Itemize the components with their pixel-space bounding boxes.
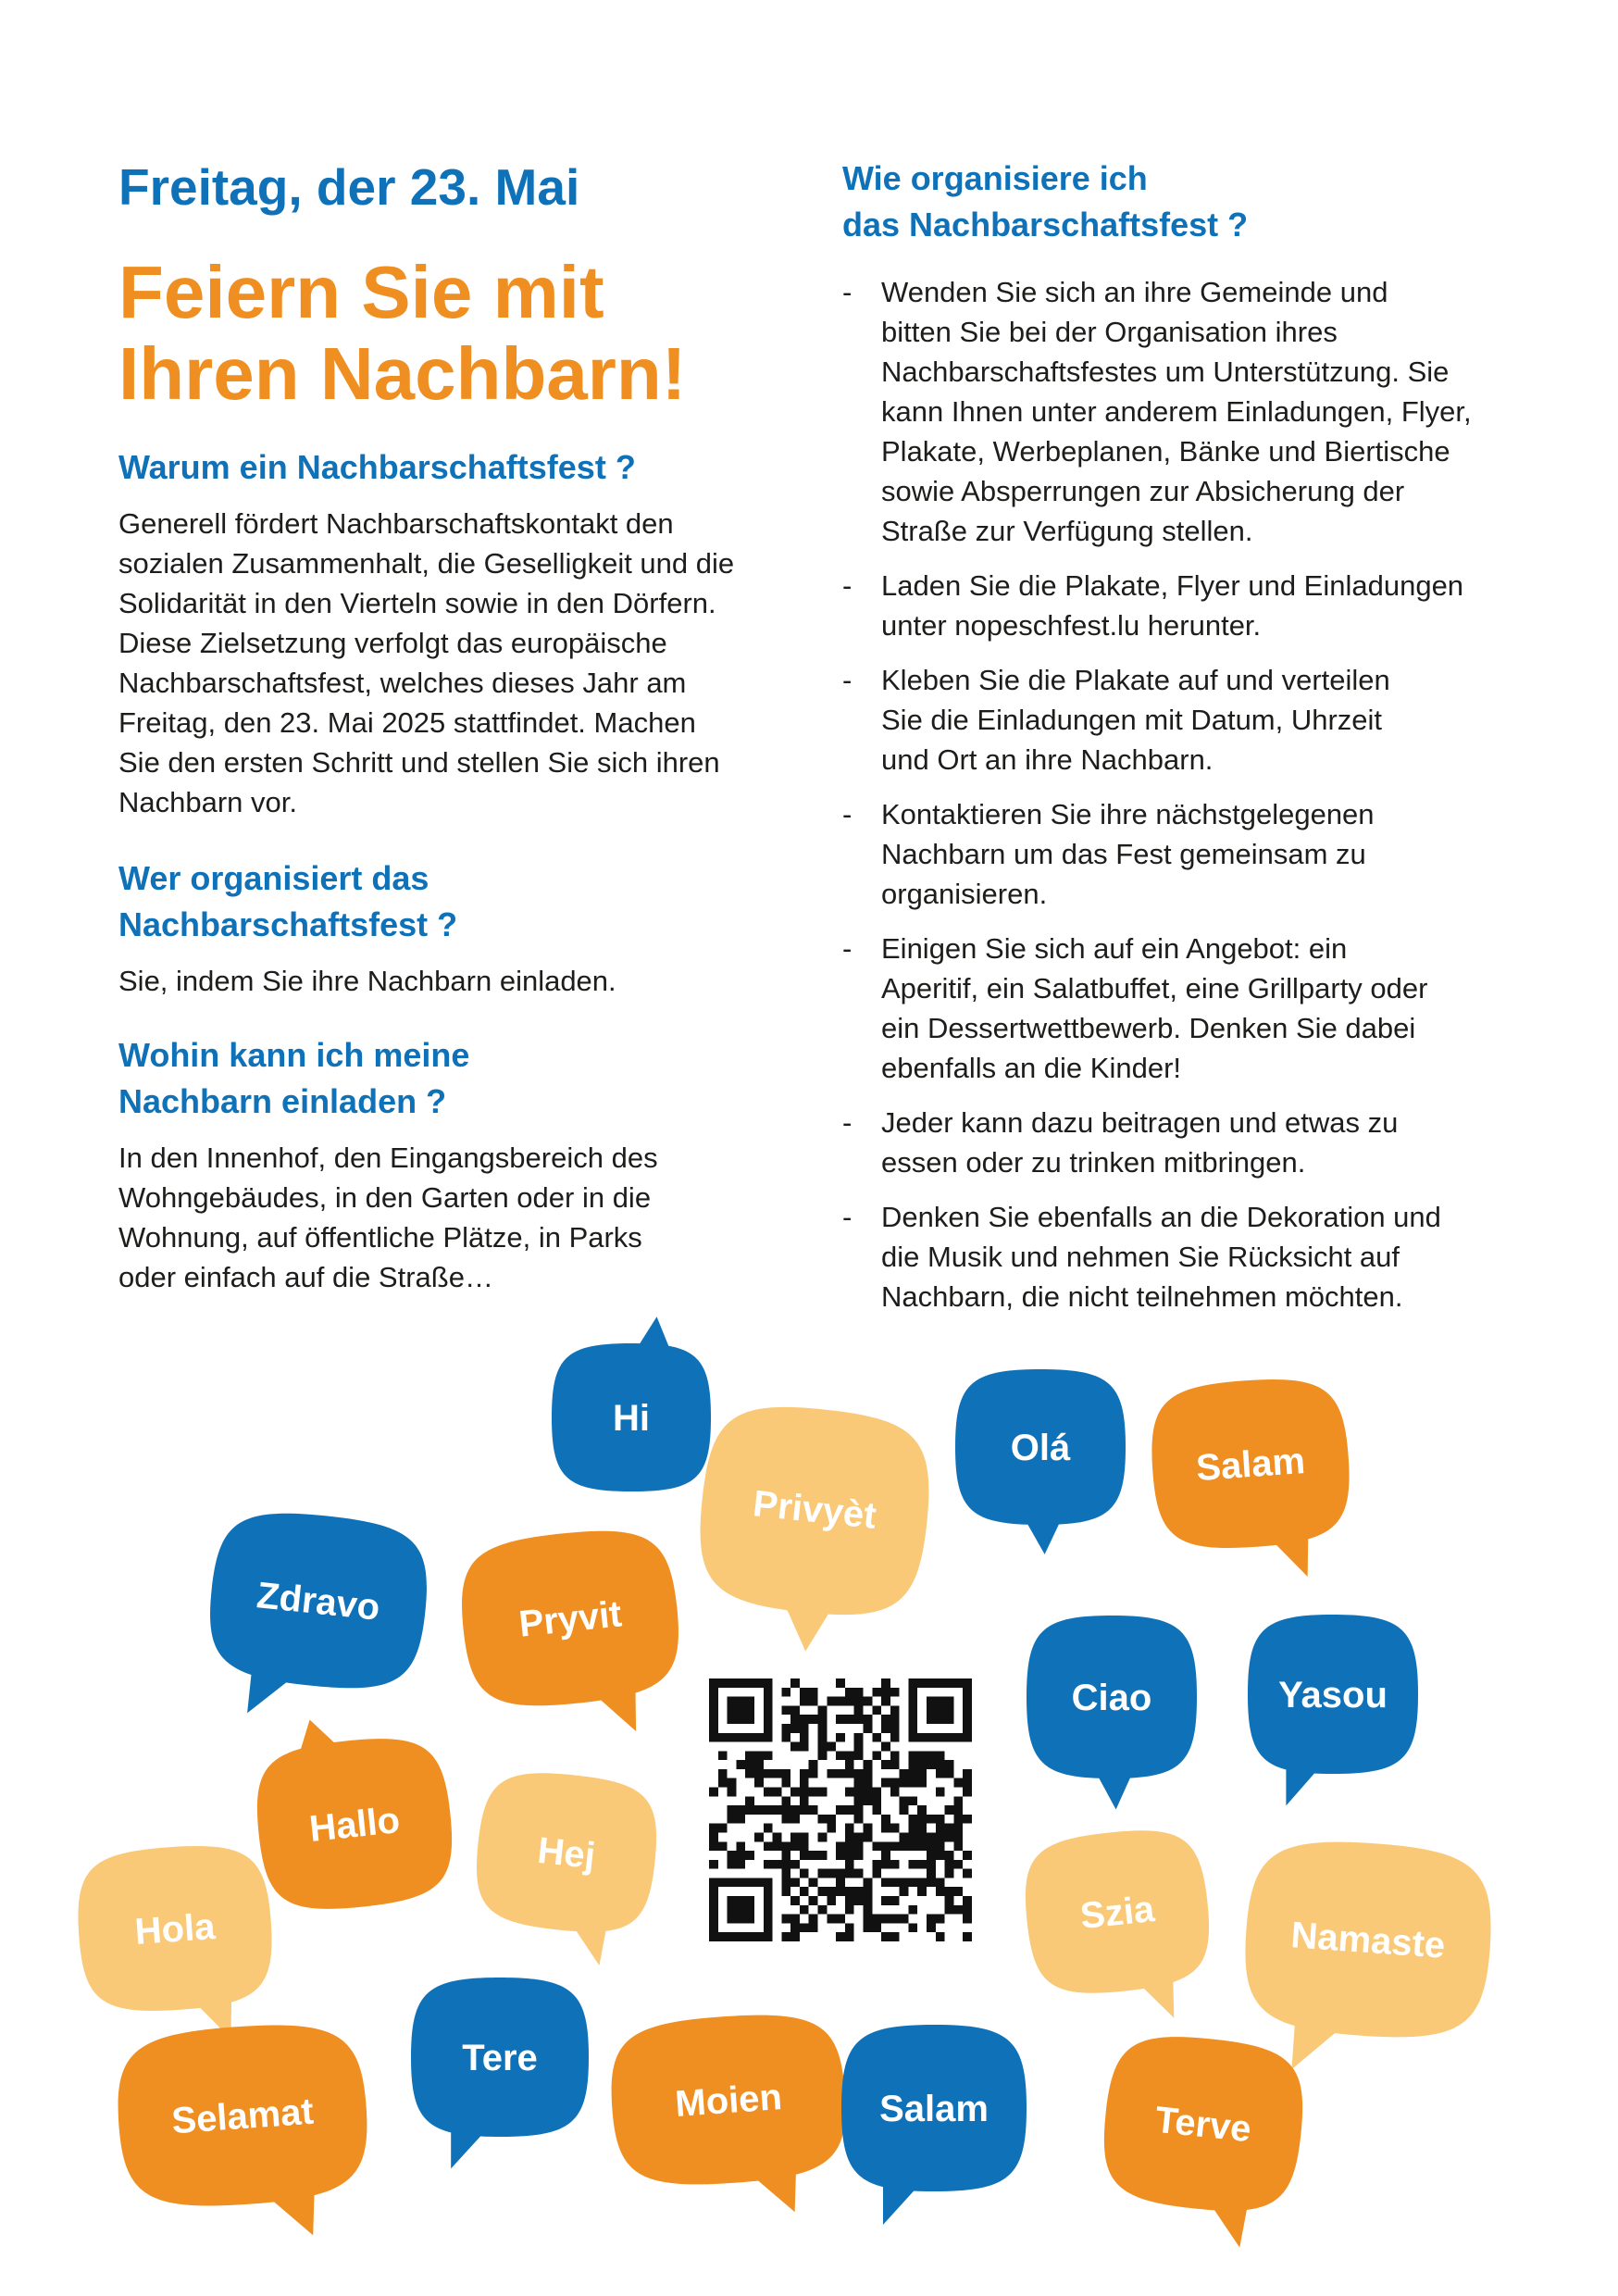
step-line: Nachbarn um das Fest gemeinsam zu	[881, 838, 1366, 870]
step-dash: -	[842, 1106, 853, 1139]
where-heading-line-1: Wohin kann ich meine	[118, 1036, 470, 1074]
step-line: ebenfalls an die Kinder!	[881, 1052, 1182, 1084]
greeting-label: Hej	[535, 1829, 598, 1878]
step-line: Nachbarschaftsfestes um Unterstützung. Sie	[881, 356, 1450, 388]
qr-code-graphic	[709, 1678, 972, 1941]
speech-bubble-icon	[44, 1953, 441, 2278]
greeting-label: Moien	[673, 2077, 784, 2125]
event-date: Freitag, der 23. Mai	[118, 158, 580, 216]
why-line: sozialen Zusammenhalt, die Geselligkeit und die	[118, 547, 735, 580]
speech-bubble-icon	[1031, 1965, 1375, 2283]
greeting-label: Olá	[1010, 1428, 1071, 1468]
how-heading-line-2: das Nachbarschaftsfest ?	[842, 206, 1249, 243]
why-line: Diese Zielsetzung verfolgt das europäische	[118, 627, 667, 659]
qr-code-icon	[709, 1678, 972, 1941]
why-line: Nachbarn vor.	[118, 786, 297, 818]
why-line: Sie den ersten Schritt und stellen Sie sich ihren	[118, 746, 720, 779]
why-line: Freitag, den 23. Mai 2025 stattfindet. Machen	[118, 706, 696, 739]
step-line: Plakate, Werbeplanen, Bänke und Biertische	[881, 435, 1450, 468]
why-heading: Warum ein Nachbarschaftsfest ?	[118, 448, 636, 486]
greeting-label: Zdravo	[255, 1575, 382, 1628]
step-dash: -	[842, 1201, 853, 1233]
step-dash: -	[842, 569, 853, 602]
who-heading-line-1: Wer organisiert das	[118, 859, 429, 897]
headline-line-2: Ihren Nachbarn!	[118, 332, 687, 415]
greeting-label: Hola	[133, 1906, 217, 1953]
who-heading-line-2: Nachbarschaftsfest ?	[118, 905, 458, 943]
step-line: Aperitif, ein Salatbuffet, eine Grillparty oder	[881, 972, 1428, 1004]
step-dash: -	[842, 664, 853, 696]
who-paragraph: Sie, indem Sie ihre Nachbarn einladen.	[118, 965, 616, 997]
step-line: Nachbarn, die nicht teilnehmen möchten.	[881, 1280, 1403, 1313]
greeting-label: Tere	[462, 2038, 538, 2078]
where-line: Wohnung, auf öffentliche Plätze, in Parks	[118, 1221, 642, 1254]
step-line: und Ort an ihre Nachbarn.	[881, 743, 1214, 776]
step-line: organisieren.	[881, 878, 1048, 910]
step-line: Jeder kann dazu beitragen und etwas zu	[881, 1106, 1399, 1139]
step-line: die Musik und nehmen Sie Rücksicht auf	[881, 1241, 1400, 1273]
step-line: Straße zur Verfügung stellen.	[881, 515, 1253, 547]
step-line: Sie die Einladungen mit Datum, Uhrzeit	[881, 704, 1383, 736]
greeting-label: Hi	[613, 1398, 650, 1439]
step-line: ein Dessertwettbewerb. Denken Sie dabei	[881, 1012, 1416, 1044]
how-heading-line-1: Wie organisiere ich	[842, 159, 1148, 197]
step-dash: -	[842, 798, 853, 830]
why-line: Generell fördert Nachbarschaftskontakt den	[118, 507, 674, 540]
where-line: Wohngebäudes, in den Garten oder in die	[118, 1181, 652, 1214]
greeting-label: Hallo	[307, 1800, 403, 1850]
greeting-label: Szia	[1078, 1888, 1157, 1938]
step-line: Einigen Sie sich auf ein Angebot: ein	[881, 932, 1348, 965]
headline-line-1: Feiern Sie mit	[118, 251, 604, 333]
step-line: sowie Absperrungen zur Absicherung der	[881, 475, 1405, 507]
where-heading-line-2: Nachbarn einladen ?	[118, 1082, 447, 1120]
why-line: Solidarität in den Vierteln sowie in den Dörfern.	[118, 587, 716, 619]
step-line: kann Ihnen unter anderem Einladungen, Flyer,	[881, 395, 1472, 428]
step-line: Kontaktieren Sie ihre nächstgelegenen	[881, 798, 1375, 830]
step-line: Wenden Sie sich an ihre Gemeinde und	[881, 276, 1388, 308]
step-line: bitten Sie bei der Organisation ihres	[881, 316, 1338, 348]
where-line: In den Innenhof, den Eingangsbereich des	[118, 1142, 658, 1174]
step-line: Denken Sie ebenfalls an die Dekoration und	[881, 1201, 1441, 1233]
greeting-label: Salam	[1194, 1440, 1307, 1490]
step-dash: -	[842, 276, 853, 308]
greeting-label: Privyèt	[751, 1483, 878, 1537]
step-line: Laden Sie die Plakate, Flyer und Einladungen	[881, 569, 1464, 602]
greeting-label: Salam	[879, 2089, 989, 2129]
step-line: unter nopeschfest.lu herunter.	[881, 609, 1262, 642]
greeting-label: Selamat	[170, 2090, 316, 2142]
greeting-label: Namaste	[1289, 1915, 1447, 1966]
greeting-label: Ciao	[1071, 1678, 1152, 1718]
why-line: Nachbarschaftsfest, welches dieses Jahr am	[118, 667, 687, 699]
step-dash: -	[842, 932, 853, 965]
greeting-label: Pryvit	[517, 1593, 624, 1645]
greeting-label: Yasou	[1278, 1675, 1388, 1716]
step-line: Kleben Sie die Plakate auf und verteilen	[881, 664, 1390, 696]
where-line: oder einfach auf die Straße…	[118, 1261, 493, 1293]
greeting-label: Terve	[1152, 2099, 1253, 2151]
step-line: essen oder zu trinken mitbringen.	[881, 1146, 1306, 1179]
